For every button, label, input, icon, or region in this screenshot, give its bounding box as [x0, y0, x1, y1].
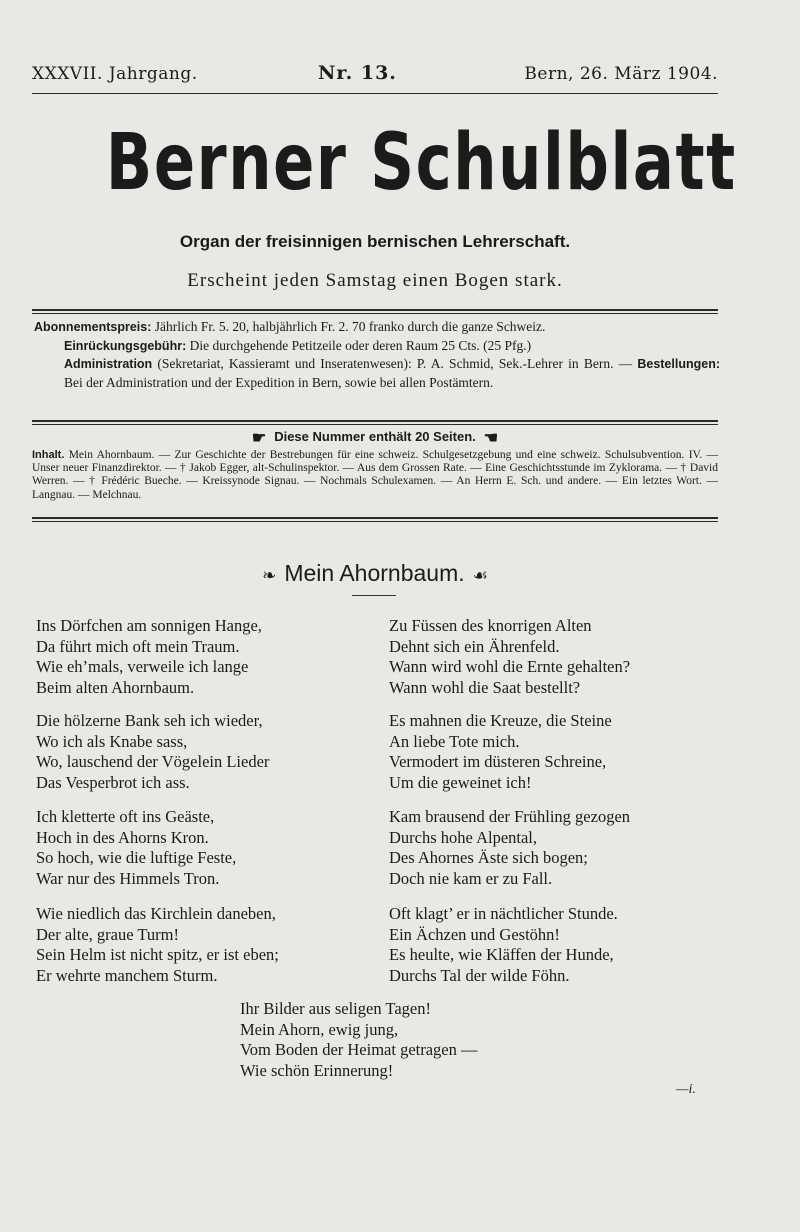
- masthead-frequency: Erscheint jeden Samstag einen Bogen stark.: [187, 270, 563, 291]
- double-rule-bottom: [32, 517, 718, 519]
- volume-label: XXXVII. Jahrgang.: [32, 64, 198, 84]
- masthead-subtitle: Organ der freisinnigen bernischen Lehrerschaft.: [179, 232, 571, 251]
- place-date: Bern, 26. März 1904.: [524, 64, 718, 84]
- stanza-left-1: Ins Dörfchen am sonnigen Hange, Da führt mich oft mein Traum. Wie eh’mals, verweile ich lange Beim alten Ahornbaum.: [36, 616, 262, 697]
- stanza-right-2: Es mahnen die Kreuze, die Steine An liebe Tote mich. Vermodert im düsteren Schreine, Um die geweinet ich!: [389, 711, 612, 792]
- stanza-right-4: Oft klagt’ er in nächtlicher Stunde. Ein Ächzen und Gestöhn! Es heulte, wie Kläffen der Hunde, Durchs Tal der wilde Föhn.: [389, 904, 618, 985]
- author-signature: —i.: [676, 1082, 696, 1097]
- stanza-left-3: Ich kletterte oft ins Geäste, Hoch in des Ahorns Kron. So hoch, wie die luftige Feste, War nur des Himmels Tron.: [36, 807, 237, 888]
- subscription-info: [34, 318, 720, 392]
- double-rule-bottom-2: [32, 521, 718, 522]
- stanza-left-4: Wie niedlich das Kirchlein daneben, Der alte, graue Turm! Sein Helm ist nicht spitz, er ist eben; Er wehrte manchem Sturm.: [36, 904, 279, 985]
- fleuron-icon: ☙: [472, 566, 488, 585]
- fleuron-icon: ❧: [262, 566, 277, 585]
- double-rule-top: [32, 309, 718, 311]
- issue-header: [32, 64, 718, 88]
- issue-number: Nr. 13.: [318, 62, 397, 84]
- abo-line: Abonnementspreis: Jährlich Fr. 5. 20, halbjährlich Fr. 2. 70 franko durch die ganze Schweiz.: [34, 319, 546, 334]
- stanza-left-2: Die hölzerne Bank seh ich wieder, Wo ich als Knabe sass, Wo, lauschend der Vögelein Lieder Das Vesperbrot ich ass.: [36, 711, 270, 792]
- stanza-right-1: Zu Füssen des knorrigen Alten Dehnt sich ein Ährenfeld. Wann wird wohl die Ernte gehalten? Wann wohl die Saat bestellt?: [389, 616, 631, 697]
- pointing-hand-right-icon: ☛: [251, 430, 267, 447]
- masthead-title: Berner Schulblatt: [105, 118, 737, 208]
- double-rule-top-2: [32, 313, 718, 314]
- contents-heading: ☛ Diese Nummer enthält 20 Seiten. ☚: [251, 429, 499, 447]
- pointing-hand-left-icon: ☚: [483, 430, 499, 447]
- administration-line: Administration (Sekretariat, Kassieramt und Inseratenwesen): P. A. Schmid, Sek.-Lehrer in Bern. — Bestellungen: Bei der Administration und der Expedition in Bern, sowie bei allen Postämtern.: [64, 356, 720, 390]
- double-rule-mid: [32, 420, 718, 422]
- contents-label: Inhalt.: [32, 449, 65, 461]
- closing-stanza: Ihr Bilder aus seligen Tagen! Mein Ahorn, ewig jung, Vom Boden der Heimat getragen — Wie schön Erinnerung!: [240, 999, 478, 1080]
- contents-text: Mein Ahornbaum. — Zur Geschichte der Bestrebungen für eine schweiz. Schulgesetzgebung und eine schweiz. Schulsubvention. IV. — Unser neuer Finanzdirektor. — † Jakob Egger, alt-Schulinspektor. — Aus dem Grossen Rate. — Eine Geschichtsstunde im Zyklorama. — † David Werren. — † Frédéric Bueche. — Kreissynode Signau. — Nochmals Schulexamen. — An Herrn E. Sch. und andere. — Ein letztes Wort. — Langnau. — Melchnau.: [32, 449, 719, 501]
- title-rule: [352, 595, 396, 596]
- einrueckung-line: Einrückungsgebühr: Die durchgehende Petitzeile oder deren Raum 25 Cts. (25 Pfg.): [64, 337, 532, 353]
- poem-title: ❧ Mein Ahornbaum. ☙: [262, 560, 488, 586]
- contents-list: [32, 449, 718, 502]
- stanza-right-3: Kam brausend der Frühling gezogen Durchs hohe Alpental, Des Ahornes Äste sich bogen; Doch nie kam er zu Fall.: [389, 807, 631, 888]
- double-rule-mid-2: [32, 424, 718, 425]
- header-rule: [32, 93, 718, 94]
